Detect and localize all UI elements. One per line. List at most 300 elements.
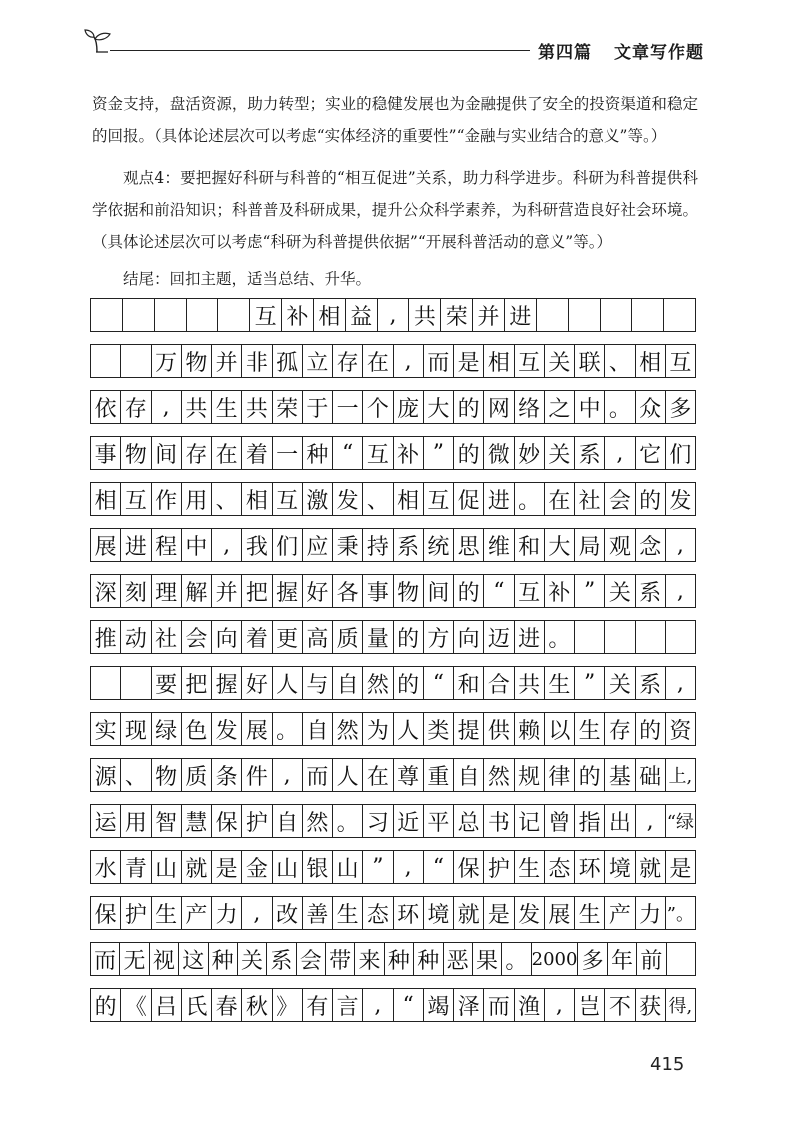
grid-cell: 进 bbox=[121, 529, 151, 561]
grid-cell: , bbox=[676, 578, 684, 604]
grid-cell: 并 bbox=[473, 299, 505, 331]
grid-cell: 智 bbox=[152, 805, 182, 837]
grid-cell: 的 bbox=[636, 483, 666, 515]
grid-cell: 系 bbox=[575, 437, 605, 469]
grid-cell bbox=[636, 621, 666, 653]
grid-cell: ”。 bbox=[666, 904, 694, 925]
grid-cell: 理 bbox=[152, 575, 182, 607]
grid-cell: 众 bbox=[636, 391, 666, 423]
grid-cell: 改 bbox=[273, 897, 303, 929]
grid-row bbox=[90, 574, 696, 608]
grid-cell: 事 bbox=[363, 575, 393, 607]
grid-cell: 关 bbox=[605, 575, 635, 607]
grid-row bbox=[90, 804, 696, 838]
grid-cell: 物 bbox=[394, 575, 424, 607]
header-rule bbox=[110, 50, 530, 51]
grid-cell: 不 bbox=[605, 989, 635, 1021]
grid-cell: , bbox=[605, 437, 635, 469]
grid-cell: 把 bbox=[242, 575, 272, 607]
grid-cell: 力 bbox=[212, 897, 242, 929]
grid-cell: 、 bbox=[605, 345, 635, 377]
grid-cell: 吕 bbox=[152, 989, 182, 1021]
grid-cell: , bbox=[152, 391, 182, 423]
grid-cell: 环 bbox=[394, 897, 424, 929]
grid-cell: 提 bbox=[454, 713, 484, 745]
grid-cell: 绿 bbox=[152, 713, 182, 745]
grid-cell: 关 bbox=[238, 943, 267, 975]
grid-cell: 刻 bbox=[121, 575, 151, 607]
grid-cell: 曾 bbox=[545, 805, 575, 837]
grid-cell: 的 bbox=[454, 391, 484, 423]
grid-cell: “ bbox=[424, 851, 454, 883]
grid-cell: 互 bbox=[273, 483, 303, 515]
grid-row bbox=[90, 298, 696, 332]
grid-cell: 生 bbox=[575, 897, 605, 929]
grid-cell: 金 bbox=[242, 851, 272, 883]
grid-cell: “绿 bbox=[666, 812, 694, 833]
grid-cell: 是 bbox=[484, 897, 514, 929]
grid-cell: 自 bbox=[303, 713, 333, 745]
grid-cell: 妙 bbox=[515, 437, 545, 469]
grid-cell: 年 bbox=[608, 943, 637, 975]
grid-cell: 现 bbox=[121, 713, 151, 745]
grid-row bbox=[90, 712, 696, 746]
grid-cell: 庞 bbox=[394, 391, 424, 423]
grid-cell: 生 bbox=[545, 667, 575, 699]
grid-cell: 生 bbox=[575, 713, 605, 745]
grid-cell: “ bbox=[333, 437, 363, 469]
grid-cell: 山 bbox=[152, 851, 182, 883]
grid-cell: 相 bbox=[91, 483, 121, 515]
grid-cell: 恶 bbox=[444, 943, 473, 975]
grid-cell: 护 bbox=[484, 851, 514, 883]
grid-cell: 会 bbox=[182, 621, 212, 653]
grid-cell: 共 bbox=[242, 391, 272, 423]
grid-cell: 微 bbox=[484, 437, 514, 469]
grid-row bbox=[90, 482, 696, 516]
grid-cell: 出 bbox=[605, 805, 635, 837]
grid-cell: 尊 bbox=[394, 759, 424, 791]
grid-cell: 。 bbox=[515, 483, 545, 515]
grid-cell: 个 bbox=[363, 391, 393, 423]
grid-cell: 会 bbox=[297, 943, 326, 975]
grid-cell: 律 bbox=[545, 759, 575, 791]
page-number: 415 bbox=[650, 1054, 685, 1075]
grid-cell: 物 bbox=[121, 437, 151, 469]
grid-cell: 就 bbox=[636, 851, 666, 883]
paragraph-text: 观点4：要把握好科研与科普的“相互促进”关系，助力科学进步。科研为科普提供科学依据和前沿知识；科普普及科研成果，提升公众科学素养，为科研营造良好社会环境。（具体论述层次可以考虑“科研为科普提供依据”“开展科普活动的意义”等。） bbox=[92, 169, 698, 251]
grid-cell: 来 bbox=[355, 943, 384, 975]
grid-row bbox=[90, 436, 696, 470]
paragraph-text: 结尾：回扣主题，适当总结、升华。 bbox=[123, 270, 372, 288]
grid-cell: 是 bbox=[669, 856, 692, 882]
grid-cell: 络 bbox=[515, 391, 545, 423]
grid-cell: 着 bbox=[242, 621, 272, 653]
grid-cell: 关 bbox=[545, 437, 575, 469]
grid-cell: 动 bbox=[121, 621, 151, 653]
grid-cell: 在 bbox=[363, 759, 393, 791]
grid-row bbox=[90, 850, 696, 884]
essay-grid bbox=[90, 298, 696, 1034]
grid-cell: ” bbox=[575, 667, 605, 699]
grid-cell: 然 bbox=[484, 759, 514, 791]
grid-cell: 色 bbox=[182, 713, 212, 745]
grid-cell: 境 bbox=[605, 851, 635, 883]
grid-cell: 互 bbox=[515, 575, 545, 607]
grid-cell bbox=[91, 667, 121, 699]
grid-cell: 保 bbox=[91, 897, 121, 929]
grid-cell: 、 bbox=[363, 483, 393, 515]
grid-cell: 相 bbox=[314, 299, 346, 331]
grid-cell: 好 bbox=[242, 667, 272, 699]
grid-cell: 补 bbox=[394, 437, 424, 469]
grid-cell: 条 bbox=[212, 759, 242, 791]
grid-cell: 深 bbox=[91, 575, 121, 607]
grid-cell bbox=[218, 299, 250, 331]
grid-cell: 网 bbox=[484, 391, 514, 423]
grid-cell: 础 bbox=[636, 759, 666, 791]
grid-cell: 人 bbox=[394, 713, 424, 745]
grid-cell: 带 bbox=[326, 943, 355, 975]
grid-cell: , bbox=[242, 897, 272, 929]
grid-cell: 系 bbox=[636, 667, 666, 699]
paragraph-ending bbox=[92, 263, 698, 295]
grid-cell: 维 bbox=[484, 529, 514, 561]
grid-cell: 高 bbox=[303, 621, 333, 653]
grid-cell: 这 bbox=[179, 943, 208, 975]
grid-cell: 力 bbox=[636, 897, 666, 929]
grid-cell: 在 bbox=[212, 437, 242, 469]
grid-cell: 局 bbox=[575, 529, 605, 561]
grid-cell: 展 bbox=[545, 897, 575, 929]
grid-cell: 握 bbox=[212, 667, 242, 699]
grid-cell: 社 bbox=[152, 621, 182, 653]
grid-cell: 和 bbox=[454, 667, 484, 699]
grid-cell bbox=[91, 299, 123, 331]
grid-cell: 有 bbox=[303, 989, 333, 1021]
grid-cell: 存 bbox=[605, 713, 635, 745]
grid-cell: 氏 bbox=[182, 989, 212, 1021]
grid-cell: 种 bbox=[414, 943, 443, 975]
running-header bbox=[538, 38, 704, 63]
grid-cell: 和 bbox=[515, 529, 545, 561]
grid-cell: 发 bbox=[333, 483, 363, 515]
grid-cell: 运 bbox=[91, 805, 121, 837]
grid-cell: 产 bbox=[605, 897, 635, 929]
grid-cell: 的 bbox=[394, 621, 424, 653]
grid-cell: “ bbox=[484, 575, 514, 607]
grid-cell: 与 bbox=[303, 667, 333, 699]
grid-cell: 存 bbox=[333, 345, 363, 377]
grid-cell: 互 bbox=[121, 483, 151, 515]
grid-cell: 荣 bbox=[273, 391, 303, 423]
grid-cell: 前 bbox=[637, 943, 666, 975]
grid-cell: 益 bbox=[346, 299, 378, 331]
grid-cell: 境 bbox=[424, 897, 454, 929]
grid-cell: 、 bbox=[121, 759, 151, 791]
grid-cell: 产 bbox=[182, 897, 212, 929]
grid-cell: ” bbox=[363, 851, 393, 883]
grid-cell: 就 bbox=[182, 851, 212, 883]
grid-cell: 共 bbox=[515, 667, 545, 699]
grid-row bbox=[90, 390, 696, 424]
grid-cell: 。 bbox=[273, 713, 303, 745]
grid-cell: , bbox=[636, 805, 666, 837]
grid-cell: 并 bbox=[212, 575, 242, 607]
grid-cell: 相 bbox=[394, 483, 424, 515]
grid-cell: 补 bbox=[545, 575, 575, 607]
grid-cell: 持 bbox=[363, 529, 393, 561]
grid-cell: 多 bbox=[578, 943, 607, 975]
grid-cell: 发 bbox=[669, 488, 692, 514]
grid-cell: 握 bbox=[273, 575, 303, 607]
grid-cell: 立 bbox=[303, 345, 333, 377]
grid-cell: 之 bbox=[545, 391, 575, 423]
grid-cell: 向 bbox=[212, 621, 242, 653]
grid-cell: 中 bbox=[575, 391, 605, 423]
grid-cell: 是 bbox=[212, 851, 242, 883]
grid-cell: 迈 bbox=[484, 621, 514, 653]
grid-cell: 类 bbox=[424, 713, 454, 745]
grid-cell: 大 bbox=[424, 391, 454, 423]
grid-cell: 生 bbox=[152, 897, 182, 929]
grid-cell: 系 bbox=[267, 943, 296, 975]
grid-cell: 着 bbox=[242, 437, 272, 469]
grid-cell: 无 bbox=[120, 943, 149, 975]
grid-cell: 重 bbox=[424, 759, 454, 791]
grid-cell: 联 bbox=[575, 345, 605, 377]
grid-row bbox=[90, 666, 696, 700]
grid-cell: 质 bbox=[333, 621, 363, 653]
grid-cell: 作 bbox=[152, 483, 182, 515]
grid-cell: 更 bbox=[273, 621, 303, 653]
grid-cell: 银 bbox=[303, 851, 333, 883]
grid-cell bbox=[632, 299, 664, 331]
grid-cell: 《 bbox=[121, 989, 151, 1021]
grid-cell: 果 bbox=[473, 943, 502, 975]
grid-cell: 们 bbox=[669, 442, 692, 468]
grid-cell: 水 bbox=[91, 851, 121, 883]
grid-cell: 中 bbox=[182, 529, 212, 561]
grid-cell: , bbox=[363, 989, 393, 1021]
grid-cell: 是 bbox=[454, 345, 484, 377]
grid-cell: 泽 bbox=[454, 989, 484, 1021]
grid-cell: 获 bbox=[636, 989, 666, 1021]
grid-cell: 环 bbox=[575, 851, 605, 883]
grid-cell: 并 bbox=[212, 345, 242, 377]
grid-cell: , bbox=[394, 345, 424, 377]
grid-cell: 各 bbox=[333, 575, 363, 607]
grid-cell bbox=[575, 621, 605, 653]
grid-cell: 岂 bbox=[575, 989, 605, 1021]
grid-cell: 记 bbox=[515, 805, 545, 837]
grid-cell: 共 bbox=[182, 391, 212, 423]
grid-cell: 统 bbox=[424, 529, 454, 561]
grid-cell: 量 bbox=[363, 621, 393, 653]
grid-cell bbox=[666, 621, 695, 653]
grid-cell bbox=[537, 299, 569, 331]
grid-cell: , bbox=[378, 299, 410, 331]
grid-cell: 念 bbox=[636, 529, 666, 561]
grid-cell: ” bbox=[575, 575, 605, 607]
grid-cell: 相 bbox=[636, 345, 666, 377]
grid-cell: 发 bbox=[212, 713, 242, 745]
grid-cell: 激 bbox=[303, 483, 333, 515]
grid-cell: 我 bbox=[242, 529, 272, 561]
grid-cell: 共 bbox=[409, 299, 441, 331]
grid-cell bbox=[155, 299, 187, 331]
grid-cell: 互 bbox=[669, 350, 692, 376]
grid-cell: 态 bbox=[363, 897, 393, 929]
grid-cell: 的 bbox=[394, 667, 424, 699]
grid-cell: 而 bbox=[303, 759, 333, 791]
grid-cell: 们 bbox=[273, 529, 303, 561]
grid-cell: “ bbox=[424, 667, 454, 699]
grid-cell: 物 bbox=[152, 759, 182, 791]
paragraph-continuation bbox=[92, 88, 698, 152]
grid-cell: 然 bbox=[303, 805, 333, 837]
grid-cell: 的 bbox=[575, 759, 605, 791]
grid-cell: 为 bbox=[363, 713, 393, 745]
grid-cell: 社 bbox=[575, 483, 605, 515]
grid-cell: , bbox=[212, 529, 242, 561]
grid-cell: 程 bbox=[152, 529, 182, 561]
grid-cell: 供 bbox=[484, 713, 514, 745]
grid-cell: 关 bbox=[545, 345, 575, 377]
grid-row bbox=[90, 758, 696, 792]
grid-cell: 。 bbox=[333, 805, 363, 837]
grid-cell: 春 bbox=[212, 989, 242, 1021]
grid-cell: 渔 bbox=[515, 989, 545, 1021]
grid-cell: 荣 bbox=[441, 299, 473, 331]
grid-cell: 然 bbox=[333, 713, 363, 745]
grid-cell: 进 bbox=[515, 621, 545, 653]
grid-cell bbox=[123, 299, 155, 331]
grid-cell: 系 bbox=[394, 529, 424, 561]
grid-cell: 得, bbox=[668, 996, 693, 1017]
grid-cell: 上, bbox=[668, 766, 693, 787]
grid-cell: 多 bbox=[669, 396, 692, 422]
grid-cell: 2000 bbox=[532, 943, 579, 975]
grid-cell: 物 bbox=[182, 345, 212, 377]
grid-cell: 慧 bbox=[182, 805, 212, 837]
grid-cell: 在 bbox=[545, 483, 575, 515]
grid-cell: 促 bbox=[454, 483, 484, 515]
grid-cell: 解 bbox=[182, 575, 212, 607]
grid-cell: 赖 bbox=[515, 713, 545, 745]
grid-cell: 依 bbox=[91, 391, 121, 423]
grid-cell: 规 bbox=[515, 759, 545, 791]
grid-cell: 书 bbox=[484, 805, 514, 837]
grid-cell bbox=[569, 299, 601, 331]
paragraph-viewpoint-4 bbox=[92, 162, 698, 258]
grid-row bbox=[90, 896, 696, 930]
grid-cell: 平 bbox=[424, 805, 454, 837]
grid-cell: 系 bbox=[636, 575, 666, 607]
grid-cell: 非 bbox=[242, 345, 272, 377]
grid-cell: , bbox=[394, 851, 424, 883]
grid-cell: 而 bbox=[91, 943, 120, 975]
grid-cell: 总 bbox=[454, 805, 484, 837]
grid-cell: 种 bbox=[385, 943, 414, 975]
grid-cell: 进 bbox=[484, 483, 514, 515]
grid-cell: 互 bbox=[250, 299, 282, 331]
grid-cell bbox=[601, 299, 633, 331]
grid-cell: 用 bbox=[121, 805, 151, 837]
grid-cell: 补 bbox=[282, 299, 314, 331]
grid-cell: 用 bbox=[182, 483, 212, 515]
grid-cell: 事 bbox=[91, 437, 121, 469]
grid-cell bbox=[121, 345, 151, 377]
grid-cell: 而 bbox=[484, 989, 514, 1021]
grid-cell: 它 bbox=[636, 437, 666, 469]
grid-cell: 好 bbox=[303, 575, 333, 607]
grid-cell: 。 bbox=[605, 391, 635, 423]
grid-cell: 件 bbox=[242, 759, 272, 791]
grid-cell: 保 bbox=[212, 805, 242, 837]
grid-cell: 秋 bbox=[242, 989, 272, 1021]
grid-cell: 种 bbox=[303, 437, 333, 469]
grid-cell: 把 bbox=[182, 667, 212, 699]
grid-row bbox=[90, 988, 696, 1022]
grid-cell: 互 bbox=[515, 345, 545, 377]
header-part: 第四篇 bbox=[538, 43, 592, 63]
grid-cell: 人 bbox=[333, 759, 363, 791]
grid-cell: , bbox=[676, 670, 684, 696]
grid-cell bbox=[664, 299, 695, 331]
grid-cell: 态 bbox=[545, 851, 575, 883]
grid-cell: 山 bbox=[333, 851, 363, 883]
grid-cell: 发 bbox=[515, 897, 545, 929]
grid-cell: 的 bbox=[91, 989, 121, 1021]
grid-cell: 保 bbox=[454, 851, 484, 883]
grid-cell: 间 bbox=[152, 437, 182, 469]
grid-cell: 向 bbox=[454, 621, 484, 653]
grid-cell bbox=[121, 667, 151, 699]
grid-cell: 应 bbox=[303, 529, 333, 561]
grid-cell: 视 bbox=[150, 943, 179, 975]
grid-cell: , bbox=[545, 989, 575, 1021]
grid-cell: 大 bbox=[545, 529, 575, 561]
grid-cell: 生 bbox=[515, 851, 545, 883]
grid-row bbox=[90, 528, 696, 562]
grid-cell: 自 bbox=[454, 759, 484, 791]
grid-cell: 观 bbox=[605, 529, 635, 561]
grid-cell: , bbox=[676, 532, 684, 558]
grid-cell: 互 bbox=[363, 437, 393, 469]
grid-cell: 习 bbox=[363, 805, 393, 837]
grid-cell: 存 bbox=[121, 391, 151, 423]
grid-cell: 间 bbox=[424, 575, 454, 607]
grid-cell: 进 bbox=[505, 299, 537, 331]
grid-cell: 自 bbox=[333, 667, 363, 699]
grid-cell: 存 bbox=[182, 437, 212, 469]
grid-cell: 然 bbox=[363, 667, 393, 699]
grid-cell: 关 bbox=[605, 667, 635, 699]
grid-cell: 一 bbox=[333, 391, 363, 423]
grid-cell: 相 bbox=[484, 345, 514, 377]
grid-cell: 孤 bbox=[273, 345, 303, 377]
grid-cell: 相 bbox=[242, 483, 272, 515]
grid-cell bbox=[667, 943, 695, 975]
grid-cell: 人 bbox=[273, 667, 303, 699]
grid-cell bbox=[91, 345, 121, 377]
grid-cell: ” bbox=[424, 437, 454, 469]
header-section: 文章写作题 bbox=[614, 43, 704, 63]
grid-cell: 展 bbox=[91, 529, 121, 561]
grid-cell: 。 bbox=[502, 943, 531, 975]
grid-row bbox=[90, 620, 696, 654]
